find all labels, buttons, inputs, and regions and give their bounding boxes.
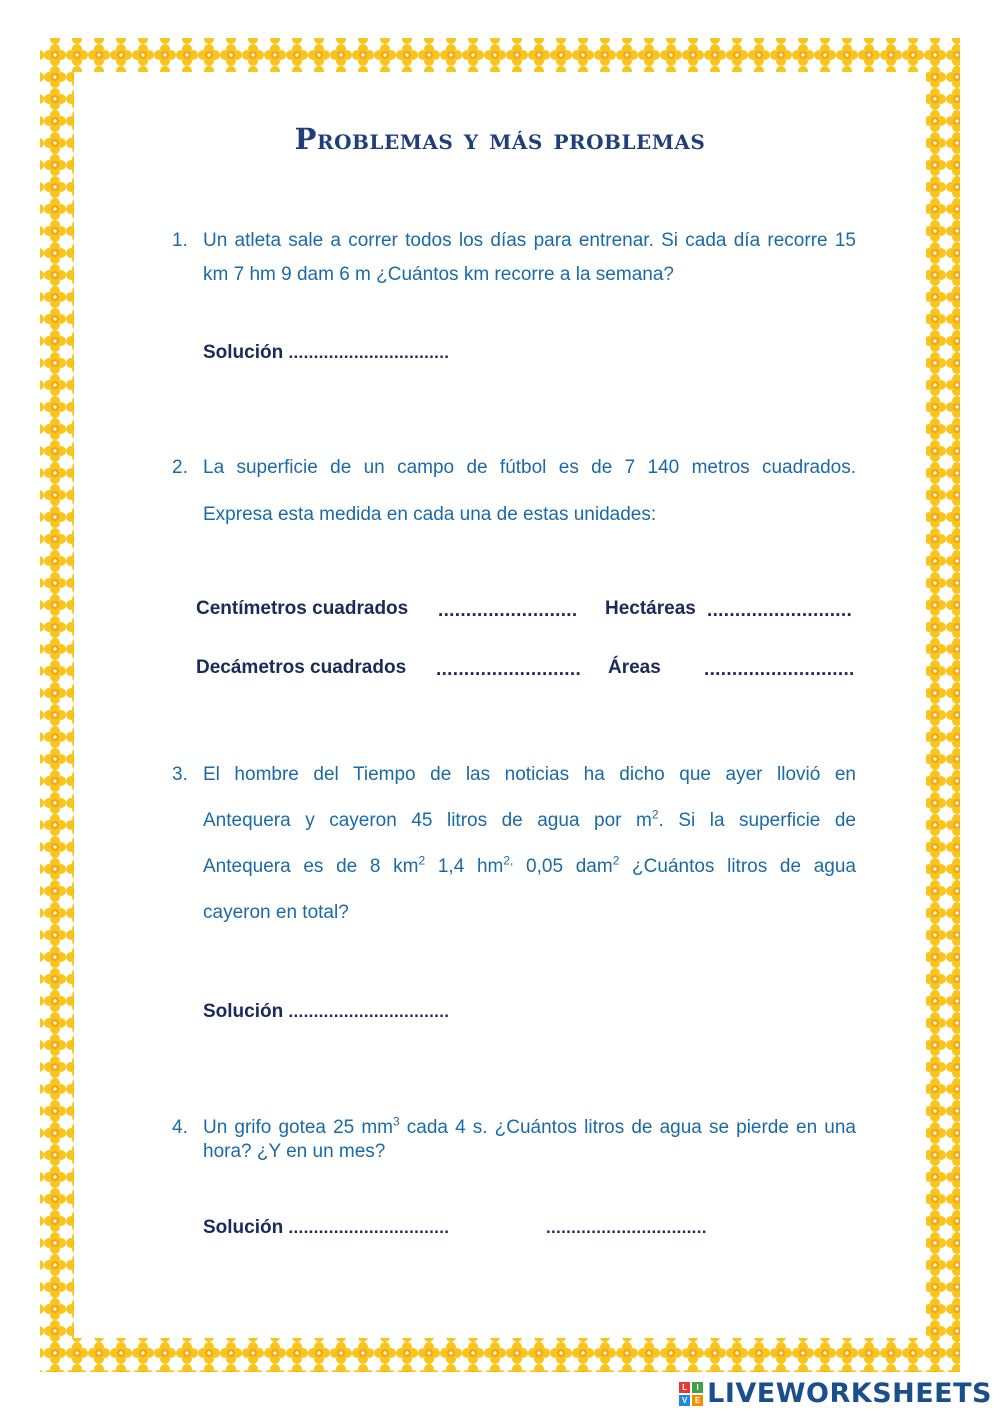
solution-4 [203,1217,449,1239]
question-number: 4. [172,1117,188,1138]
page-title: Problemas y más problemas [294,122,706,156]
question-text-line-1: El hombre del Tiempo de las noticias ha dicho que ayer llovió en [203,764,856,785]
unit-centimetros-blank[interactable]: ......................... [438,600,578,621]
answer-blank-1[interactable]: ................................ [288,1218,450,1237]
solution-label: Solución [203,1001,284,1022]
solution-1 [203,342,449,364]
question-3 [172,763,856,925]
solution-3 [203,1001,449,1023]
question-text: Un atleta sale a correr todos los días para entrenar. Si cada día recorre 15 km 7 hm 9 dam 6 m ¿Cuántos km recorre a la semana? [203,230,856,285]
question-text-line-1: La superficie de un campo de fútbol es de 7 140 metros cuadrados. [203,457,856,478]
question-number: 2. [172,457,188,478]
solution-label: Solución [203,1217,284,1238]
liveworksheets-brand[interactable] [679,1378,992,1409]
unit-areas-label: Áreas [608,657,661,678]
solution-label: Solución [203,342,284,363]
question-2 [172,456,856,527]
solution-4-second [546,1217,707,1239]
unit-hectareas-label: Hectáreas [605,598,696,619]
question-4 [172,1116,856,1164]
question-text-line-2: Antequera y cayeron 45 litros de agua por $m^2$. Si la superficie de [203,807,856,831]
question-text: Un grifo gotea 25 $mm^3$ cada 4 s. ¿Cuántos litros de agua se pierde en una hora? ¿Y en un mes? [203,1114,856,1162]
question-number: 1. [172,230,188,251]
brand-text: LIVEWORKSHEETS [707,1378,992,1409]
unit-decametros-label: Decámetros cuadrados [196,657,407,678]
question-number: 3. [172,764,188,785]
unit-decametros-blank[interactable]: .......................... [436,659,582,680]
unit-hectareas-blank[interactable]: .......................... [707,600,853,621]
unit-areas-blank[interactable]: ........................... [704,659,855,680]
question-text-line-3: Antequera es de 8 $km^2$ 1,4 $hm^{2,}$ 0,05 dam$^2$ ¿Cuántos litros de agua [203,853,856,877]
answer-blank[interactable]: ................................ [288,1002,450,1021]
question-text-line-4: cayeron en total? [203,902,349,923]
unit-centimetros-label: Centímetros cuadrados [196,598,409,619]
answer-blank-2[interactable]: ................................ [546,1218,707,1237]
question-1 [172,224,856,292]
question-text-line-2: Expresa esta medida en cada una de estas unidades: [203,504,657,525]
liveworksheets-logo-icon: L I V E [679,1382,703,1406]
answer-blank[interactable]: ................................ [288,343,450,362]
